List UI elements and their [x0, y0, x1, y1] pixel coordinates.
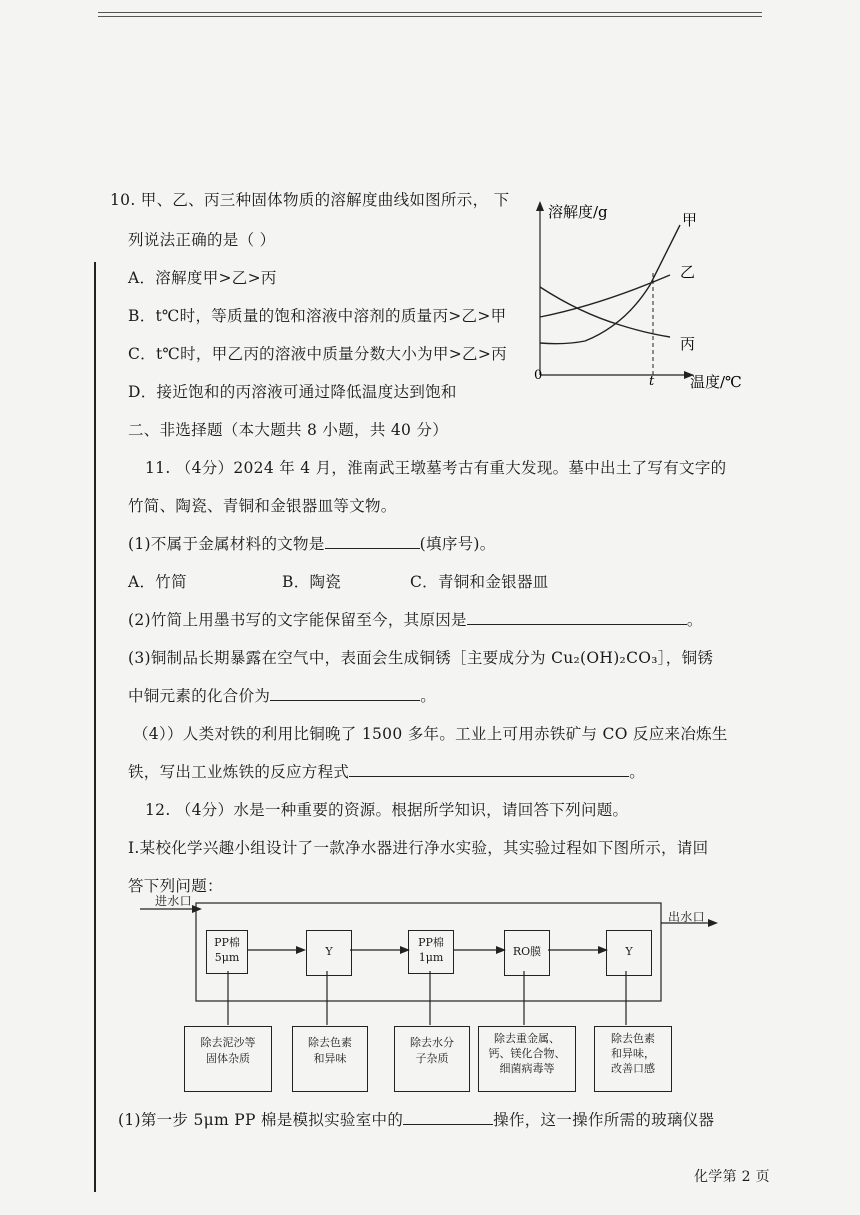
q11-part3-blank[interactable]: [270, 686, 420, 701]
t-label: t: [649, 374, 655, 389]
q12-q1-text: (1)第一步 5μm PP 棉是模拟实验室中的: [118, 1111, 404, 1129]
q11-part4-text: 铁，写出工业炼铁的反应方程式: [128, 763, 350, 781]
q11-part1-text: (1)不属于金属材料的文物是: [128, 535, 325, 553]
q10-stem-1: 10. 甲、乙、丙三种固体物质的溶解度曲线如图所示， 下: [110, 191, 510, 209]
margin-bar: [94, 262, 96, 1192]
desc-5: 除去色素 和异味， 改善口感: [594, 1026, 672, 1092]
desc-1: 除去泥沙等 固体杂质: [184, 1026, 272, 1092]
desc-3: 除去水分 子杂质: [394, 1026, 470, 1092]
q12-part1-q1: [118, 1108, 714, 1130]
q11-part4-after: 。: [629, 763, 646, 781]
q12-q1-after: 操作，这一操作所需的玻璃仪器: [493, 1111, 715, 1129]
outlet-label: 出水口: [668, 910, 705, 924]
stage-pp-5um: PP棉 5μm: [206, 930, 248, 974]
q11-part2: [128, 608, 703, 630]
desc-4: 除去重金属、 钙、镁化合物、 细菌病毒等: [478, 1026, 576, 1092]
q11-part1-option-a: A．竹简: [128, 573, 187, 591]
q11-part1-after: (填序号)。: [419, 535, 496, 553]
q11-part4-blank[interactable]: [349, 762, 629, 777]
x-axis-label: 温度/℃: [690, 373, 742, 391]
label-bing: 丙: [680, 335, 696, 353]
q11-part1-option-c: C．青铜和金银器皿: [410, 573, 549, 591]
q11-part1-blank[interactable]: [325, 534, 420, 549]
stage-ro: RO膜: [504, 930, 550, 976]
q11-part3-text: 中铜元素的化合价为: [128, 687, 271, 705]
label-jia: 甲: [682, 211, 698, 229]
section2-heading: 二、非选择题（本大题共 8 小题，共 40 分）: [128, 421, 448, 439]
q12-part1-line1: Ⅰ.某校化学兴趣小组设计了一款净水器进行净水实验，其实验过程如下图所示，请回: [128, 839, 709, 857]
q12-intro: 12. （4分）水是一种重要的资源。根据所学知识，请回答下列问题。: [145, 801, 629, 819]
curve-jia: [540, 225, 680, 344]
desc-2: 除去色素 和异味: [292, 1026, 368, 1092]
stage-y-1: Y: [306, 930, 352, 976]
q12-q1-blank[interactable]: [403, 1110, 493, 1125]
q11-part3-after: 。: [420, 687, 437, 705]
solubility-graph: [520, 195, 780, 395]
q11-intro-2: 竹简、陶瓷、青铜和金银器皿等文物。: [128, 497, 397, 515]
inlet-label: 进水口: [155, 894, 192, 908]
q11-part4-line2: [128, 760, 645, 782]
q10-stem-2: 列说法正确的是（ ）: [128, 231, 276, 249]
q11-part2-blank[interactable]: [467, 610, 687, 625]
stage-y-2: Y: [606, 930, 652, 976]
q11-part2-text: (2)竹简上用墨书写的文字能保留至今，其原因是: [128, 611, 467, 629]
page-footer: 化学第 2 页: [694, 1169, 770, 1185]
q10-option-b: B．t℃时，等质量的饱和溶液中溶剂的质量丙>乙>甲: [128, 307, 507, 325]
q10-option-c: C．t℃时，甲乙丙的溶液中质量分数大小为甲>乙>丙: [128, 345, 507, 363]
top-rule-2: [98, 16, 762, 17]
top-rule: [98, 12, 762, 13]
q11-part2-after: 。: [686, 611, 703, 629]
q11-part3-line1: (3)铜制品长期暴露在空气中，表面会生成铜锈［主要成分为 Cu₂(OH)₂CO₃］，铜锈: [128, 649, 714, 667]
q11-intro-1: 11. （4分）2024 年 4 月，淮南武王墩墓考古有重大发现。墓中出土了写有文字的: [145, 459, 727, 477]
q10-option-d: D．接近饱和的丙溶液可通过降低温度达到饱和: [128, 383, 457, 401]
origin-label: 0: [534, 368, 543, 383]
q12-part1-line2: 答下列问题：: [128, 877, 223, 895]
y-axis-label: 溶解度/g: [548, 203, 608, 221]
q11-part3-line2: [128, 684, 436, 706]
q11-part1: [128, 532, 496, 554]
curve-yi: [540, 275, 670, 317]
stage-pp-1um: PP棉 1μm: [408, 930, 454, 974]
q11-part1-option-b: B．陶瓷: [282, 573, 342, 591]
label-yi: 乙: [680, 263, 696, 281]
q11-part4-line1: （4））人类对铁的利用比铜晚了 1500 多年。工业上可用赤铁矿与 CO 反应来冶炼生: [133, 725, 728, 743]
q10-option-a: A．溶解度甲>乙>丙: [128, 269, 277, 287]
